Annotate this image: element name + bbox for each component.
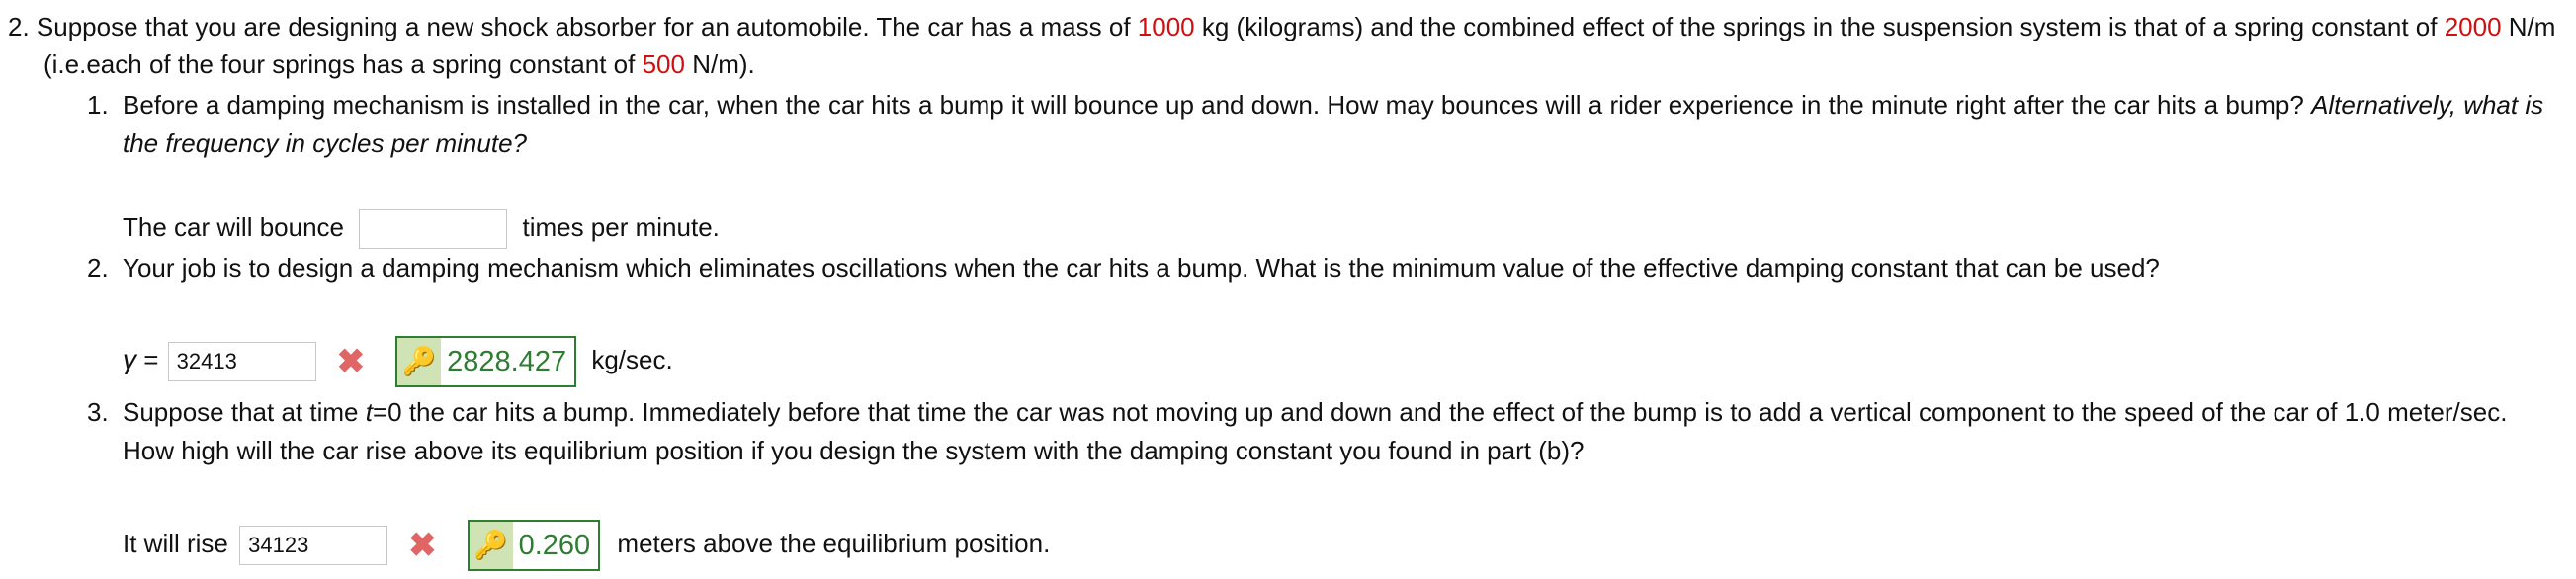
intro-text-b: kg (kilograms) and the combined effect of the springs in the suspension system is that of a spring constant of bbox=[1194, 12, 2445, 41]
intro-text-a: Suppose that you are designing a new shock absorber for an automobile. The car has a mass of bbox=[36, 12, 1138, 41]
part2-question: Your job is to design a damping mechanism which eliminates oscillations when the car hits a bump. What is the minimum value of the effective damping constant that can be used? bbox=[123, 253, 2160, 283]
part3-number: 3. bbox=[87, 397, 109, 427]
intro-text-d: (i.e.each of the four springs has a spring constant of bbox=[43, 49, 643, 79]
time-value: =0 bbox=[372, 397, 402, 427]
part3-answer-suffix: meters above the equilibrium position. bbox=[617, 529, 1051, 558]
part1-text: Before a damping mechanism is installed in the car, when the car hits a bump it will bounce up and down. How may bounces will a rider experience in the minute right after the car hits a bump? bbox=[123, 90, 2312, 120]
correct-answer-value: 2828.427 bbox=[447, 346, 567, 378]
part2-number: 2. bbox=[87, 253, 109, 283]
rise-height-input[interactable] bbox=[239, 526, 387, 565]
part1-number: 1. bbox=[87, 90, 109, 120]
spring-each-value: 500 bbox=[642, 49, 685, 79]
time-variable: t bbox=[365, 397, 373, 427]
part1-italic-a: Alternatively, what is bbox=[2311, 90, 2544, 120]
part3-text-a: Suppose that at time bbox=[123, 397, 366, 427]
part3-answer-row bbox=[123, 518, 1050, 571]
spring-total-value: 2000 bbox=[2444, 12, 2502, 41]
part3-question-line2: How high will the car rise above its equilibrium position if you design the system with the damping constant you found in part (b)? bbox=[123, 436, 1585, 465]
part2-answer-row bbox=[123, 334, 673, 387]
intro-text-e: N/m). bbox=[684, 49, 755, 79]
mass-value: 1000 bbox=[1137, 12, 1195, 41]
gamma-symbol: γ bbox=[123, 344, 136, 374]
part3-answer-prefix: It will rise bbox=[123, 529, 228, 558]
correct-answer-box[interactable] bbox=[395, 336, 576, 387]
part2-equals: = bbox=[136, 345, 159, 374]
problem-intro-line2 bbox=[43, 49, 755, 79]
damping-constant-input[interactable] bbox=[168, 342, 316, 381]
problem-number: 2. bbox=[8, 12, 30, 41]
correct-answer-box[interactable] bbox=[468, 520, 601, 571]
problem-intro-line1 bbox=[8, 12, 2555, 41]
part1-italic-b: the frequency in cycles per minute? bbox=[123, 128, 527, 158]
correct-answer-value: 0.260 bbox=[518, 530, 591, 562]
part3-question-line1 bbox=[123, 397, 2507, 427]
part3-text-b: the car hits a bump. Immediately before that time the car was not moving up and down and the effect of the bump is to add a vertical component to the speed of the car of 1.0 meter/sec. bbox=[401, 397, 2508, 427]
x-mark-icon: ✖ bbox=[408, 527, 437, 565]
part1-answer-prefix: The car will bounce bbox=[123, 212, 344, 242]
key-icon: 🔑 bbox=[397, 338, 441, 385]
part1-question-line1 bbox=[123, 90, 2543, 120]
part1-answer-row bbox=[123, 207, 720, 249]
key-icon: 🔑 bbox=[470, 522, 513, 569]
intro-text-c: N/m bbox=[2501, 12, 2556, 41]
part2-unit: kg/sec. bbox=[591, 345, 673, 374]
part1-answer-suffix: times per minute. bbox=[522, 212, 720, 242]
x-mark-icon: ✖ bbox=[336, 343, 366, 381]
bounce-answer-input[interactable] bbox=[359, 209, 507, 249]
